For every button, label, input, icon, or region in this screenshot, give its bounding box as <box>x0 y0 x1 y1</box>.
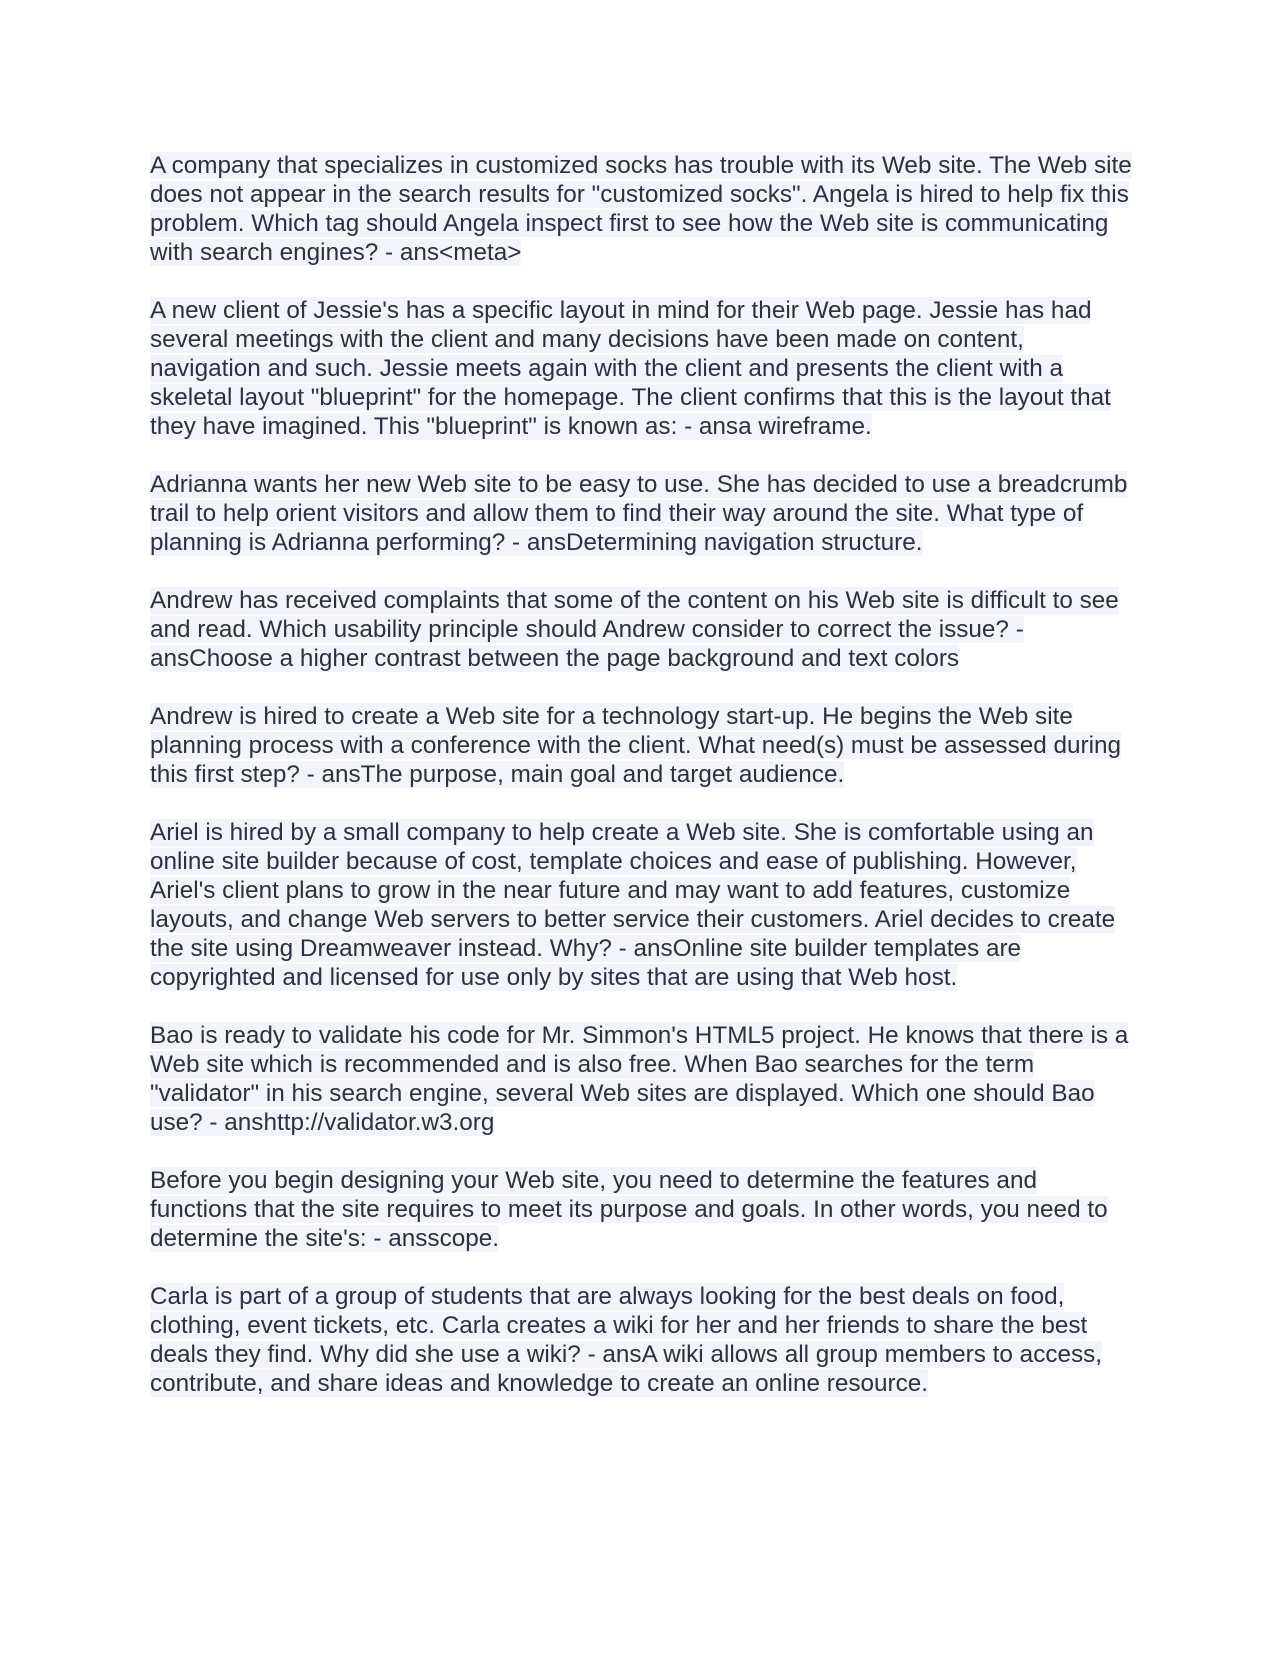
paragraph-text: Before you begin designing your Web site, you need to determine the features and functions that the site requires to meet its purpose and goals. In other words, you need to determine the site's: - ansscope. <box>150 1167 1108 1252</box>
paragraph-text: Andrew has received complaints that some of the content on his Web site is difficult to see and read. Which usability principle should Andrew consider to correct the issue? - ansChoose a higher contrast between the page background and text colors <box>150 587 1119 672</box>
question-paragraph-4 <box>150 586 1140 673</box>
paragraph-text: Ariel is hired by a small company to help create a Web site. She is comfortable using an online site builder because of cost, template choices and ease of publishing. However, Ariel's client plans to grow in the near future and may want to add features, customize layouts, and change Web servers to better service their customers. Ariel decides to create the site using Dreamweaver instead. Why? - ansOnline site builder templates are copyrighted and licensed for use only by sites that are using that Web host. <box>150 819 1116 991</box>
paragraph-text: Andrew is hired to create a Web site for a technology start-up. He begins the Web site planning process with a conference with the client. What need(s) must be assessed during this first step? - ansThe purpose, main goal and target audience. <box>150 703 1122 788</box>
question-paragraph-5 <box>150 702 1140 789</box>
paragraph-text: Adrianna wants her new Web site to be easy to use. She has decided to use a breadcrumb trail to help orient visitors and allow them to find their way around the site. What type of planning is Adrianna performing? - ansDetermining navigation structure. <box>150 471 1128 556</box>
question-paragraph-1 <box>150 151 1140 267</box>
paragraph-text: Bao is ready to validate his code for Mr. Simmon's HTML5 project. He knows that there is a Web site which is recommended and is also free. When Bao searches for the term "validator" in his search engine, several Web sites are displayed. Which one should Bao use? - anshttp://validator.w3.org <box>150 1022 1129 1136</box>
question-paragraph-8 <box>150 1166 1140 1253</box>
question-paragraph-6 <box>150 818 1140 992</box>
question-paragraph-3 <box>150 470 1140 557</box>
question-paragraph-2 <box>150 296 1140 441</box>
paragraph-text: A company that specializes in customized socks has trouble with its Web site. The Web site does not appear in the search results for "customized socks". Angela is hired to help fix this problem. Which tag should Angela inspect first to see how the Web site is communicating with search engines? - ans<meta> <box>150 152 1132 266</box>
paragraph-text: Carla is part of a group of students that are always looking for the best deals on food, clothing, event tickets, etc. Carla creates a wiki for her and her friends to share the best deals they find. Why did she use a wiki? - ansA wiki allows all group members to access, contribute, and share ideas and knowledge to create an online resource. <box>150 1283 1103 1397</box>
paragraph-text: A new client of Jessie's has a specific layout in mind for their Web page. Jessie has had several meetings with the client and many decisions have been made on content, navigation and such. Jessie meets again with the client and presents the client with a skeletal layout "blueprint" for the homepage. The client confirms that this is the layout that they have imagined. This "blueprint" is known as: - ansa wireframe. <box>150 297 1111 440</box>
document-body <box>150 151 1140 1427</box>
question-paragraph-7 <box>150 1021 1140 1137</box>
question-paragraph-9 <box>150 1282 1140 1398</box>
